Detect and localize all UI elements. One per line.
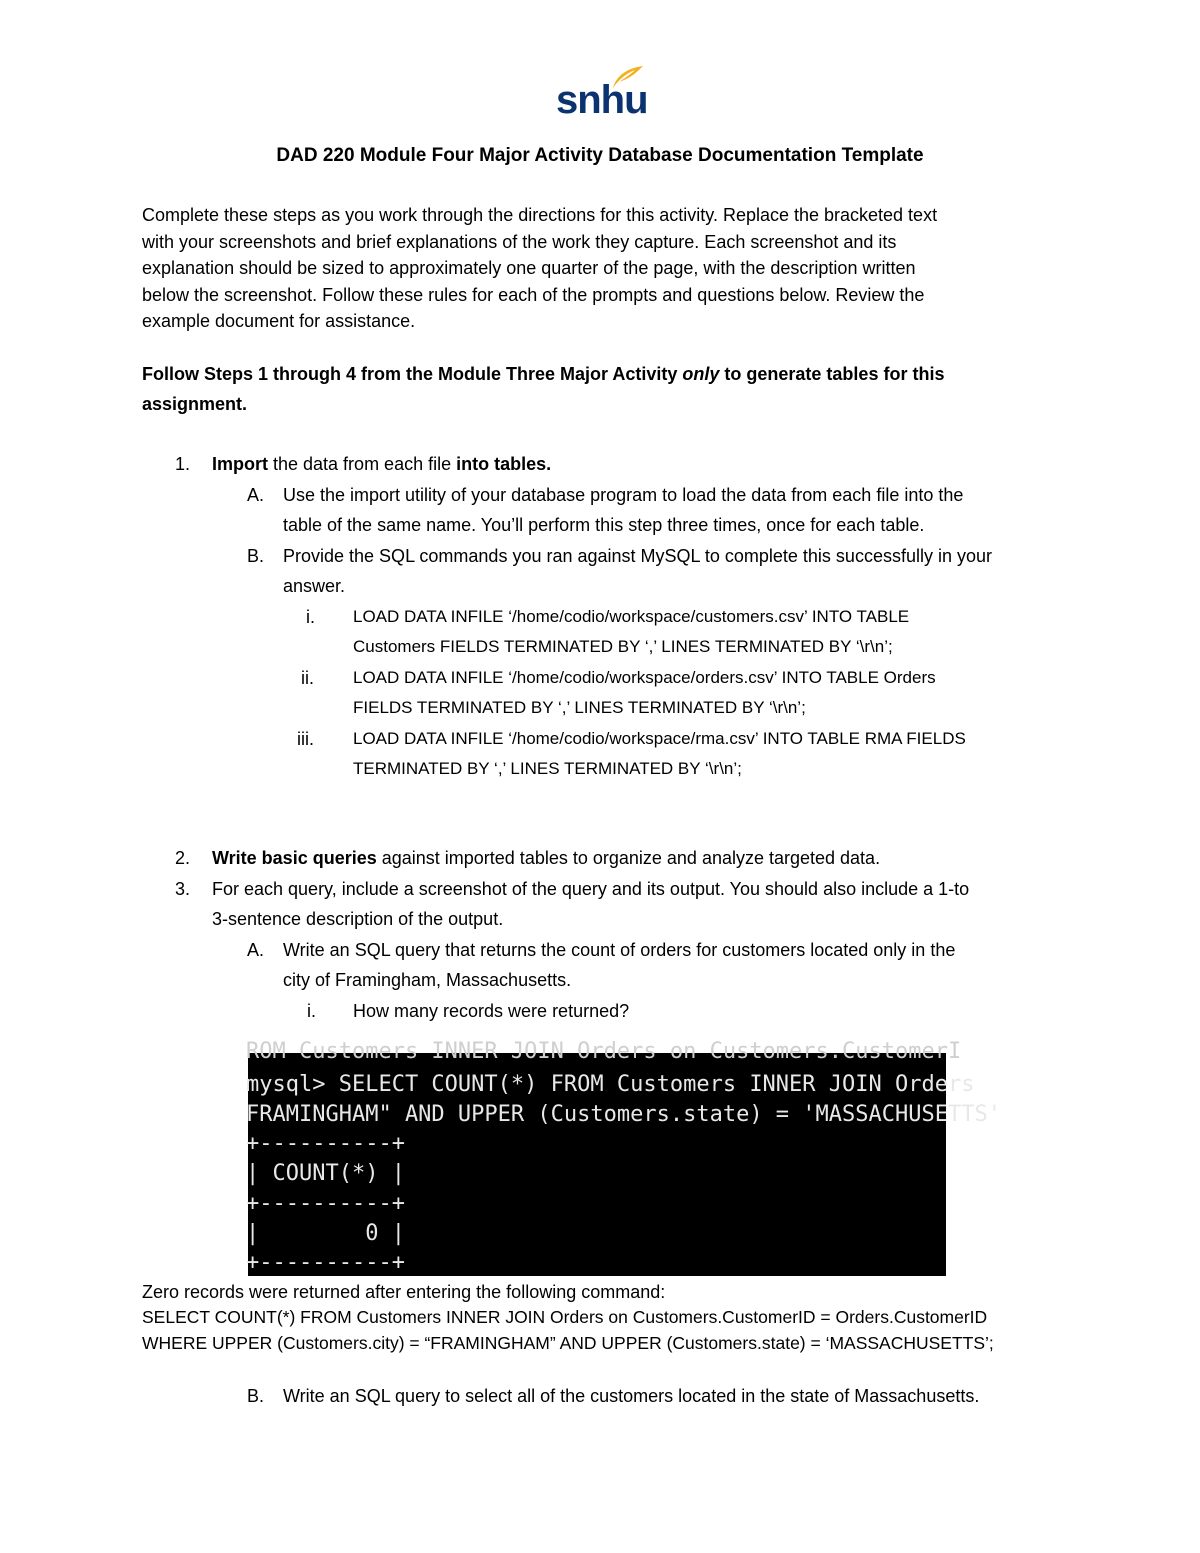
step-3-line: For each query, include a screenshot of the query and its output. You should also include a 1-to	[212, 879, 970, 899]
page-title: DAD 220 Module Four Major Activity Database Documentation Template	[276, 145, 924, 166]
step-3a-line: Write an SQL query that returns the count of orders for customers located only in the	[283, 940, 956, 960]
sql-command-line: FIELDS TERMINATED BY ‘,’ LINES TERMINATED BY ‘\r\n’;	[353, 698, 806, 717]
step-3b-text: Write an SQL query to select all of the customers located in the state of Massachusetts.	[283, 1386, 980, 1406]
logo-wordmark: snhu	[556, 78, 648, 122]
intro-line: with your screenshots and brief explanations of the work they capture. Each screenshot and its	[142, 232, 897, 252]
follow-steps-text: to generate tables for this	[719, 364, 945, 384]
step-1-text-part: the data from each file	[268, 454, 457, 474]
terminal-line: mysql> SELECT COUNT(*) FROM Customers INNER JOIN Orders	[246, 1072, 975, 1097]
sql-command-line: LOAD DATA INFILE ‘/home/codio/workspace/rma.csv’ INTO TABLE RMA FIELDS	[353, 729, 966, 748]
intro-line: example document for assistance.	[142, 311, 416, 331]
step-1a-line: Use the import utility of your database program to load the data from each file into the	[283, 485, 964, 505]
step-3-line: 3-sentence description of the output.	[212, 909, 504, 929]
sub-label: B.	[247, 546, 265, 566]
terminal-screenshot	[246, 1039, 1001, 1276]
sql-command-line: Customers FIELDS TERMINATED BY ‘,’ LINES TERMINATED BY ‘\r\n’;	[353, 637, 893, 656]
step-2-bold: Write basic queries	[212, 848, 377, 868]
terminal-line: | COUNT(*) |	[246, 1161, 405, 1186]
step-1-bold: Import	[212, 454, 268, 474]
step-1-bold: into tables.	[456, 454, 552, 474]
step-1b-line: Provide the SQL commands you ran against MySQL to complete this successfully in your	[283, 546, 992, 566]
follow-steps-line	[142, 365, 944, 383]
sub-label: A.	[247, 485, 265, 505]
answer-line: WHERE UPPER (Customers.city) = “FRAMINGHAM” AND UPPER (Customers.state) = ‘MASSACHUSETTS’;	[142, 1333, 994, 1353]
step-number: 2.	[175, 848, 191, 868]
terminal-line: +----------+	[246, 1191, 405, 1216]
roman-label: i.	[306, 607, 315, 627]
step-number: 3.	[175, 879, 191, 899]
sub-label: B.	[247, 1386, 265, 1406]
intro-line: Complete these steps as you work through the directions for this activity. Replace the bracketed text	[142, 205, 938, 225]
roman-label: iii.	[297, 729, 314, 749]
step-2-text	[212, 849, 880, 867]
roman-label: i.	[307, 1001, 316, 1021]
answer-line: SELECT COUNT(*) FROM Customers INNER JOIN Orders on Customers.CustomerID = Orders.CustomerID	[142, 1307, 988, 1327]
sql-command-line: LOAD DATA INFILE ‘/home/codio/workspace/customers.csv’ INTO TABLE	[353, 607, 910, 626]
question-text: How many records were returned?	[353, 1001, 630, 1021]
step-1b-line: answer.	[283, 576, 346, 596]
follow-steps-emphasis: only	[682, 364, 720, 384]
sql-command-line: LOAD DATA INFILE ‘/home/codio/workspace/orders.csv’ INTO TABLE Orders	[353, 668, 936, 687]
step-1-text	[212, 455, 551, 473]
snhu-logo	[553, 64, 648, 124]
step-number: 1.	[175, 454, 191, 474]
follow-steps-line: assignment.	[142, 394, 248, 414]
terminal-line: +----------+	[246, 1250, 405, 1275]
sql-command-line: TERMINATED BY ‘,’ LINES TERMINATED BY ‘\r\n’;	[353, 759, 742, 778]
intro-line: below the screenshot. Follow these rules for each of the prompts and questions below. Review the	[142, 285, 925, 305]
terminal-line: | 0 |	[246, 1221, 405, 1246]
follow-steps-text: Follow Steps 1 through 4 from the Module Three Major Activity	[142, 364, 683, 384]
intro-line: explanation should be sized to approximately one quarter of the page, with the description written	[142, 258, 916, 278]
terminal-line: +----------+	[246, 1131, 405, 1156]
terminal-line: ROM Customers INNER JOIN Orders on Customers.CustomerI	[246, 1039, 962, 1064]
terminal-line: FRAMINGHAM" AND UPPER (Customers.state) = 'MASSACHUSETTS'	[246, 1102, 1001, 1127]
step-3a-line: city of Framingham, Massachusetts.	[283, 970, 572, 990]
step-2-text-part: against imported tables to organize and analyze targeted data.	[376, 848, 881, 868]
roman-label: ii.	[301, 668, 314, 688]
sub-label: A.	[247, 940, 265, 960]
answer-line: Zero records were returned after entering the following command:	[142, 1282, 666, 1302]
step-1a-line: table of the same name. You’ll perform this step three times, once for each table.	[283, 515, 925, 535]
